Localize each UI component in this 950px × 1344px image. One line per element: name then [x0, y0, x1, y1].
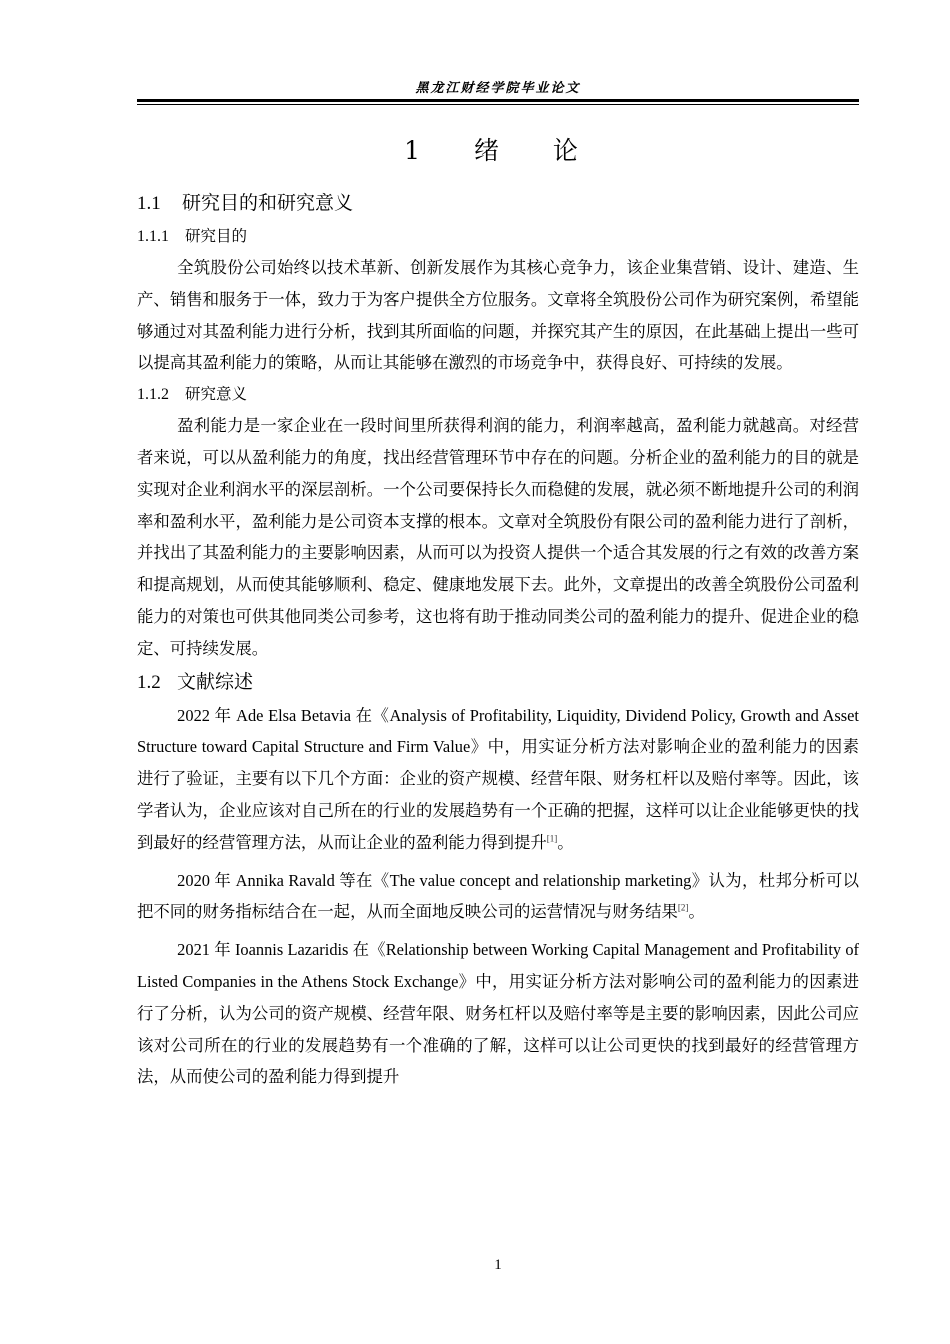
body-content [137, 186, 859, 1093]
paragraph-text: 2022 年 Ade Elsa Betavia 在《Analysis of Profitability, Liquidity, Dividend Policy, Growth and Asset Structure toward Capital Structure and Firm Value》中，用实证分析方法对影响企业的盈利能力的因素进行了验证，主要有以下几个方面：企业的资产规模、经营年限、财务杠杆以及赔付率等。因此，该学者认为，企业应该对自己所在的行业的发展趋势有一个正确的把握，这样可以让企业能够更快的找到最好的经营管理方法，从而让企业的盈利能力得到提升 [137, 705, 859, 852]
section-heading-1-2 [137, 665, 859, 700]
paragraph-tail: 。 [688, 902, 705, 922]
subsection-title: 研究目的 [185, 227, 248, 245]
subsection-heading-1-1-1 [137, 221, 859, 252]
paragraph-tail: 。 [557, 832, 574, 852]
section-title: 研究目的和研究意义 [182, 192, 354, 214]
paragraph-literature-3 [137, 934, 859, 1093]
running-header: 黑龙江财经学院毕业论文 [415, 81, 581, 96]
citation-marker: [2] [677, 902, 689, 913]
header-rule-thick [137, 99, 859, 102]
section-heading-1-1 [137, 186, 859, 221]
subsection-heading-1-1-2 [137, 379, 859, 410]
section-number: 1.1 [137, 193, 161, 214]
paragraph-literature-1 [137, 700, 859, 859]
paragraph-text: 2021 年 Ioannis Lazaridis 在《Relationship between Working Capital Management and Profitability of Listed Companies in the Athens Stock Exchange》中，用实证分析方法对影响公司的盈利能力的因素进行了分析，认为公司的资产规模、经营年限、财务杠杆以及赔付率等是主要的影响因素，因此公司应该对公司所在的行业的发展趋势有一个准确的了解，这样可以让公司更快的找到最好的经营管理方法，从而使公司的盈利能力得到提升 [137, 940, 859, 1087]
subsection-title: 研究意义 [185, 385, 248, 404]
page-number: 1 [494, 1257, 502, 1273]
section-number: 1.2 [137, 671, 161, 693]
paragraph-text: 2020 年 Annika Ravald 等在《The value concept and relationship marketing》认为，杜邦分析可以把不同的财务指标结合在一起，从而全面地反映公司的运营情况与财务结果 [137, 870, 859, 922]
paragraph-research-significance: 盈利能力是一家企业在一段时间里所获得利润的能力，利润率越高，盈利能力就越高。对经营者来说，可以从盈利能力的角度，找出经营管理环节中存在的问题。分析企业的盈利能力的目的就是实现对企业利润水平的深层剖析。一个公司要保持长久而稳健的发展，就必须不断地提升公司的利润率和盈利水平，盈利能力是公司资本支撑的根本。文章对全筑股份有限公司的盈利能力进行了剖析，并找出了其盈利能力的主要影响因素，从而可以为投资人提供一个适合其发展的行之有效的改善方案和提高规划，从而使其能够顺利、稳定、健康地发展下去。此外，文章提出的改善全筑股份公司盈利能力的对策也可供其他同类公司参考，这也将有助于推动同类公司的盈利能力的提升、促进企业的稳定、可持续发展。 [137, 416, 859, 658]
chapter-title: 1 绪 论 [404, 136, 592, 165]
header-rule-thin [137, 104, 859, 105]
citation-marker: [1] [546, 833, 558, 844]
paragraph-research-purpose: 全筑股份公司始终以技术革新、创新发展作为其核心竞争力，该企业集营销、设计、建造、生产、销售和服务于一体，致力于为客户提供全方位服务。文章将全筑股份公司作为研究案例，希望能够通过对其盈利能力进行分析，找到其所面临的问题，并探究其产生的原因，在此基础上提出一些可以提高其盈利能力的策略，从而让其能够在激烈的市场竞争中，获得良好、可持续的发展。 [137, 258, 859, 373]
document-page [137, 0, 859, 1344]
paragraph-literature-2 [137, 865, 859, 929]
section-title: 文献综述 [177, 670, 254, 693]
subsection-number: 1.1.1 [137, 228, 169, 245]
subsection-number: 1.1.2 [137, 386, 169, 404]
